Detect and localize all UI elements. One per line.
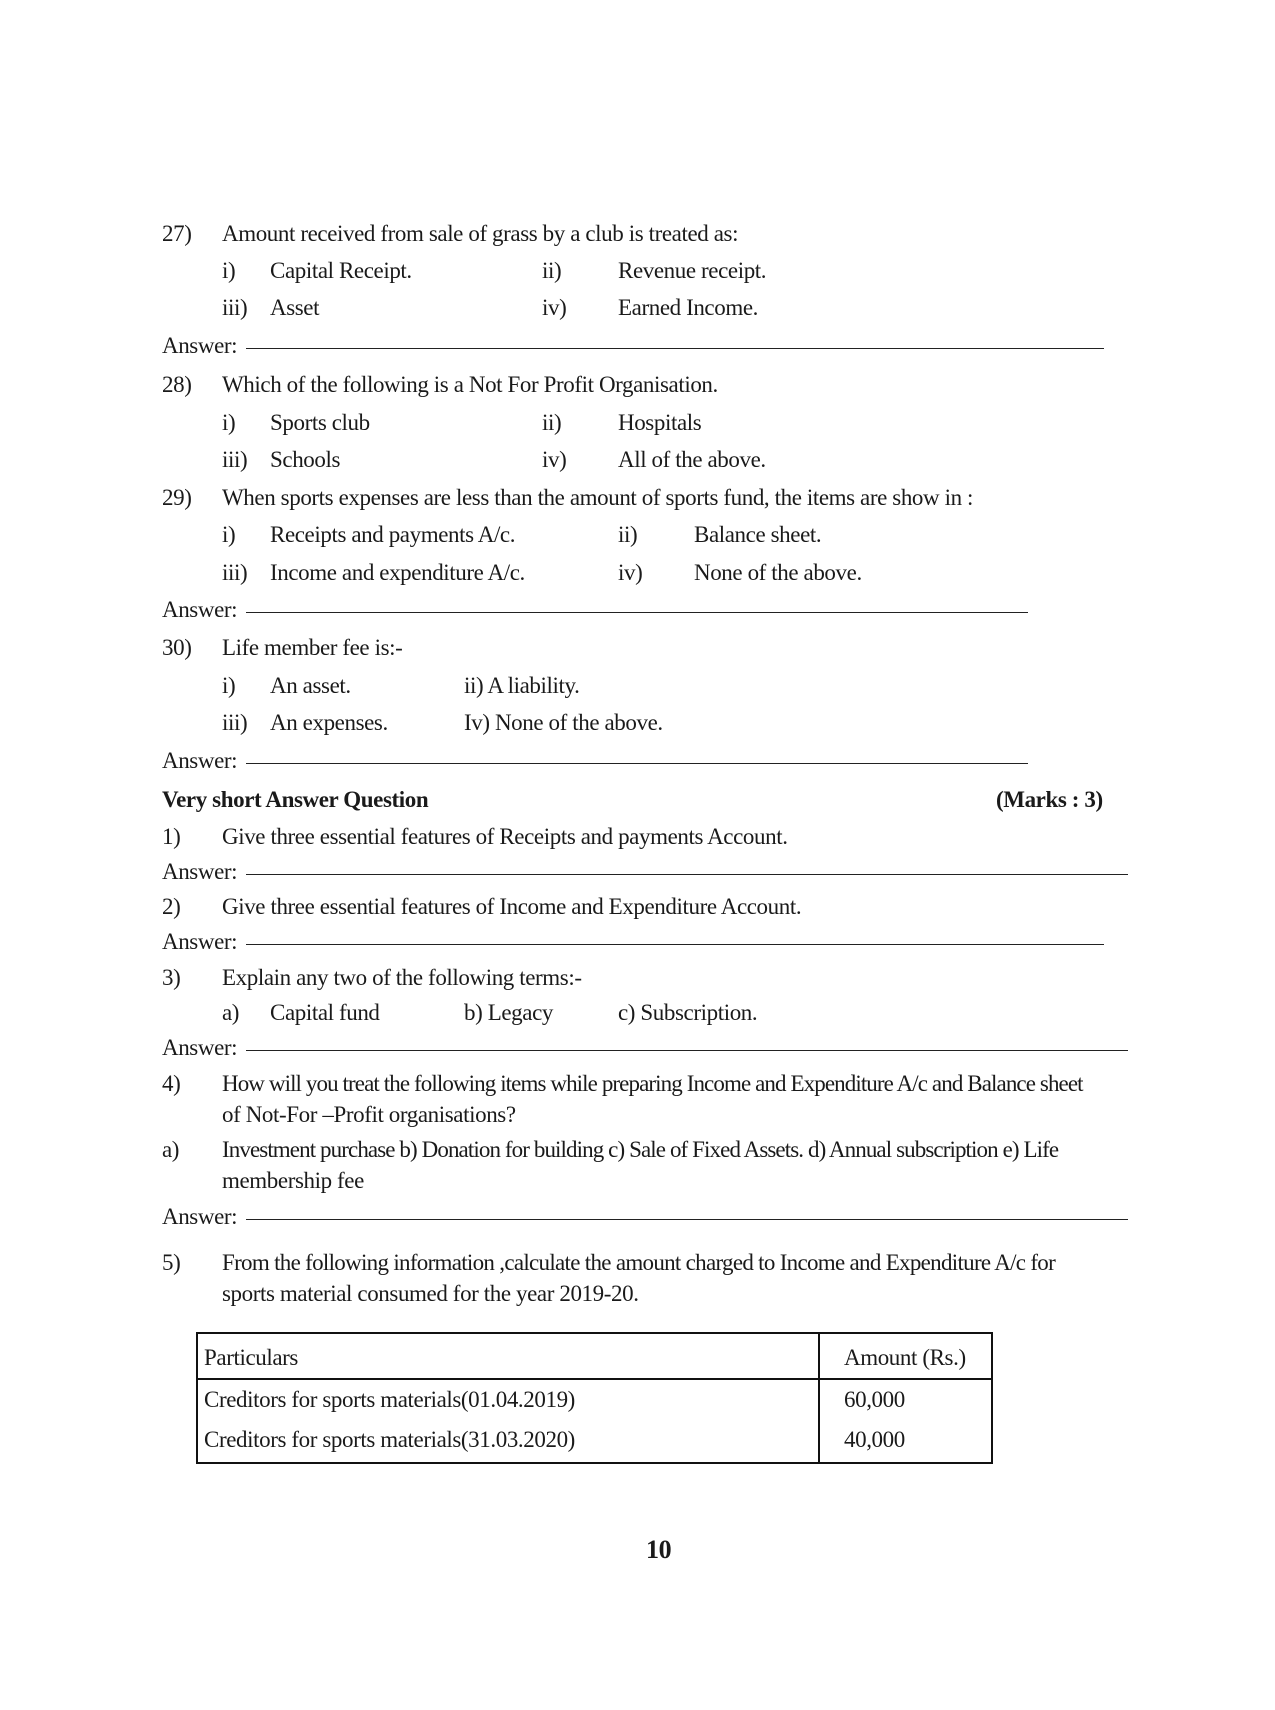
q30-option1-label: i) bbox=[222, 673, 236, 698]
q30-option1: An asset. bbox=[270, 673, 351, 698]
q30-option2: ii) A liability. bbox=[464, 673, 580, 698]
q28-option3: Schools bbox=[270, 447, 341, 472]
q30-answer-line bbox=[246, 763, 1028, 764]
q27-option2-label: ii) bbox=[542, 258, 562, 283]
table-column-divider bbox=[818, 1334, 820, 1462]
short-q3-answer-label: Answer: bbox=[162, 1035, 238, 1060]
short-q3-text: Explain any two of the following terms:- bbox=[222, 965, 582, 990]
short-q1-text: Give three essential features of Receipts and payments Account. bbox=[222, 824, 788, 849]
q28-option4: All of the above. bbox=[618, 447, 766, 472]
section-marks: (Marks : 3) bbox=[996, 787, 1103, 812]
short-q2-number: 2) bbox=[162, 894, 181, 919]
q29-option1-label: i) bbox=[222, 522, 236, 547]
page-number: 10 bbox=[646, 1535, 672, 1564]
short-q4-number: 4) bbox=[162, 1071, 181, 1096]
short-q4-text-line1: How will you treat the following items while preparing Income and Expenditure A/c and Balance sheet bbox=[222, 1071, 1083, 1096]
short-q1-answer-line bbox=[246, 874, 1128, 875]
short-q4-answer-label: Answer: bbox=[162, 1204, 238, 1229]
short-q4-text-line2: of Not-For –Profit organisations? bbox=[222, 1102, 516, 1127]
q29-option4-label: iv) bbox=[618, 560, 643, 585]
short-q5-number: 5) bbox=[162, 1250, 181, 1275]
q30-number: 30) bbox=[162, 635, 192, 660]
table-header-particulars: Particulars bbox=[204, 1345, 298, 1370]
short-q3-term-c: c) Subscription. bbox=[618, 1000, 758, 1025]
short-q4-items-line1: Investment purchase b) Donation for building c) Sale of Fixed Assets. d) Annual subscription e) Life bbox=[222, 1137, 1059, 1162]
q28-number: 28) bbox=[162, 372, 192, 397]
q27-option3-label: iii) bbox=[222, 295, 248, 320]
q28-option1: Sports club bbox=[270, 410, 370, 435]
table-row2-particulars: Creditors for sports materials(31.03.2020) bbox=[204, 1427, 575, 1452]
short-q1-answer-label: Answer: bbox=[162, 859, 238, 884]
q30-text: Life member fee is:- bbox=[222, 635, 403, 660]
q30-option3-label: iii) bbox=[222, 710, 248, 735]
q30-answer-label: Answer: bbox=[162, 748, 238, 773]
short-q3-term-b: b) Legacy bbox=[464, 1000, 553, 1025]
q29-option2-label: ii) bbox=[618, 522, 638, 547]
q27-number: 27) bbox=[162, 221, 192, 246]
short-q3-term-a: Capital fund bbox=[270, 1000, 380, 1025]
q27-answer-label: Answer: bbox=[162, 333, 238, 358]
short-q5-text-line1: From the following information ,calculate the amount charged to Income and Expenditure A/c for bbox=[222, 1250, 1056, 1275]
short-q3-term-a-label: a) bbox=[222, 1000, 240, 1025]
q27-option3: Asset bbox=[270, 295, 320, 320]
q29-option4: None of the above. bbox=[694, 560, 862, 585]
q29-answer-line bbox=[246, 612, 1028, 613]
q29-text: When sports expenses are less than the amount of sports fund, the items are show in : bbox=[222, 485, 974, 510]
q28-option1-label: i) bbox=[222, 410, 236, 435]
short-q2-answer-label: Answer: bbox=[162, 929, 238, 954]
table-row1-particulars: Creditors for sports materials(01.04.2019) bbox=[204, 1387, 575, 1412]
q27-option2: Revenue receipt. bbox=[618, 258, 767, 283]
short-q4-items-line2: membership fee bbox=[222, 1168, 364, 1193]
q30-option3: An expenses. bbox=[270, 710, 388, 735]
short-q1-number: 1) bbox=[162, 824, 181, 849]
short-q3-answer-line bbox=[246, 1050, 1128, 1051]
short-q5-text-line2: sports material consumed for the year 2019-20. bbox=[222, 1281, 639, 1306]
q28-option4-label: iv) bbox=[542, 447, 567, 472]
sports-material-table bbox=[196, 1332, 993, 1464]
q28-text: Which of the following is a Not For Profit Organisation. bbox=[222, 372, 718, 397]
table-header-amount: Amount (Rs.) bbox=[844, 1345, 966, 1370]
q28-option2: Hospitals bbox=[618, 410, 702, 435]
q29-option2: Balance sheet. bbox=[694, 522, 822, 547]
q27-option4-label: iv) bbox=[542, 295, 567, 320]
table-row1-amount: 60,000 bbox=[844, 1387, 905, 1412]
q30-option4: Iv) None of the above. bbox=[464, 710, 663, 735]
q29-answer-label: Answer: bbox=[162, 597, 238, 622]
short-q4-answer-line bbox=[246, 1219, 1128, 1220]
short-q2-answer-line bbox=[246, 944, 1104, 945]
q27-answer-line bbox=[246, 348, 1104, 349]
q27-text: Amount received from sale of grass by a club is treated as: bbox=[222, 221, 739, 246]
q27-option1: Capital Receipt. bbox=[270, 258, 412, 283]
q28-option2-label: ii) bbox=[542, 410, 562, 435]
q29-option3-label: iii) bbox=[222, 560, 248, 585]
q27-option1-label: i) bbox=[222, 258, 236, 283]
short-q2-text: Give three essential features of Income and Expenditure Account. bbox=[222, 894, 802, 919]
q29-number: 29) bbox=[162, 485, 192, 510]
table-row2-amount: 40,000 bbox=[844, 1427, 905, 1452]
q29-option3: Income and expenditure A/c. bbox=[270, 560, 525, 585]
section-title: Very short Answer Question bbox=[162, 787, 429, 812]
q28-option3-label: iii) bbox=[222, 447, 248, 472]
q29-option1: Receipts and payments A/c. bbox=[270, 522, 516, 547]
table-header-divider bbox=[198, 1378, 991, 1380]
short-q4-a-label: a) bbox=[162, 1137, 180, 1162]
short-q3-number: 3) bbox=[162, 965, 181, 990]
q27-option4: Earned Income. bbox=[618, 295, 758, 320]
